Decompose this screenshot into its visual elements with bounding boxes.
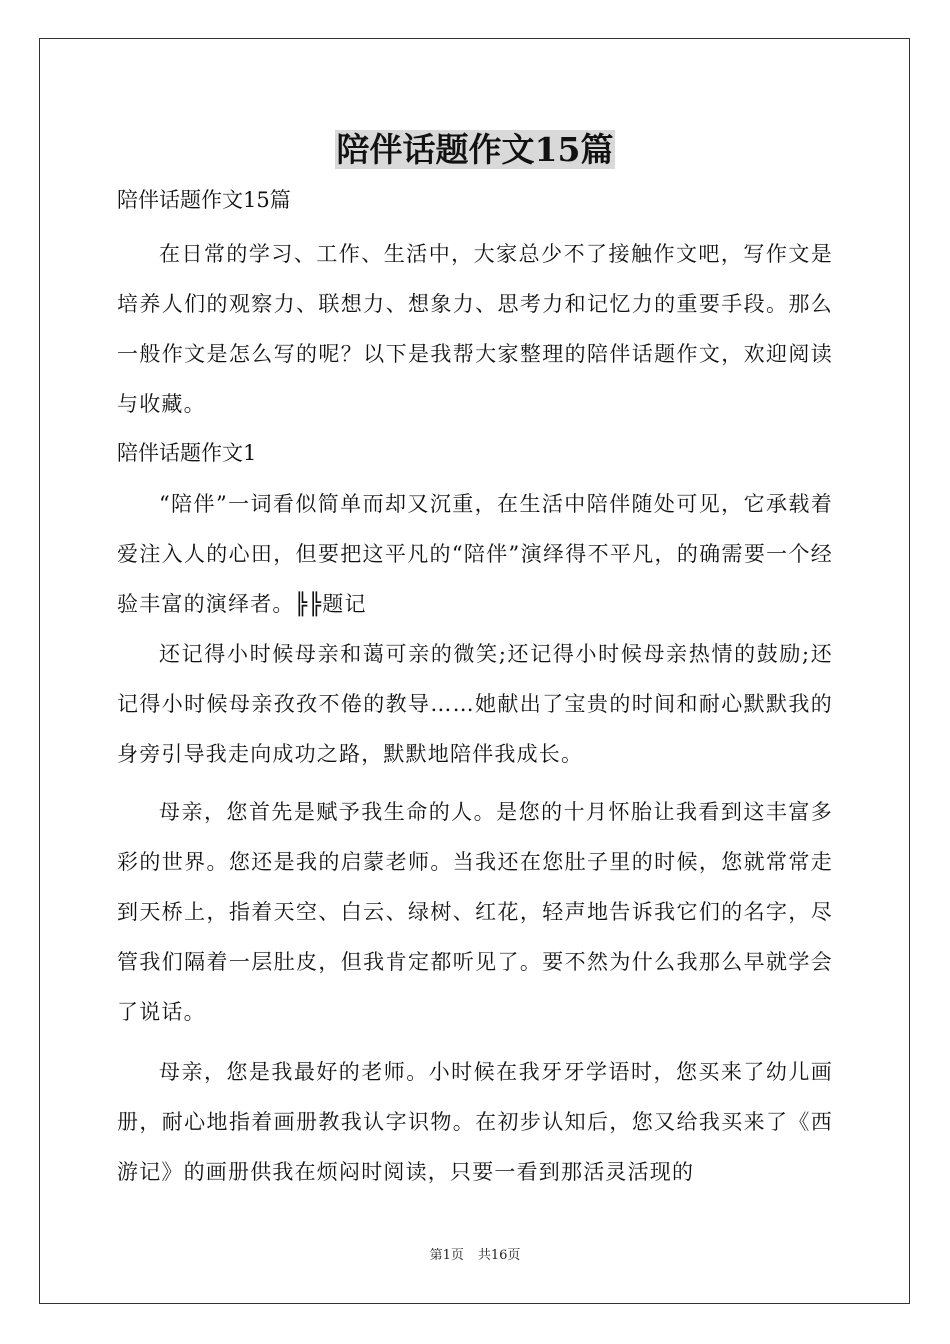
page-number: 第1页 [429,1248,464,1263]
body-paragraph-epigraph: “陪伴”一词看似简单而却又沉重，在生活中陪伴随处可见，它承载着爱注入人的心田，但要把这平凡的“陪伴”演绎得不平凡，的确需要一个经验丰富的演绎者。╠╠题记 [117,492,833,616]
document-title [0,128,950,172]
body-paragraph: 母亲，您首先是赋予我生命的人。是您的十月怀胎让我看到这丰富多彩的世界。您还是我的启蒙老师。当我还在您肚子里的时候，您就常常走到天桥上，指着天空、白云、绿树、红花，轻声地告诉我它们的名字，尽管我们隔着一层肚皮，但我肯定都听见了。要不然为什么我那么早就学会了说话。 [117,800,833,1024]
page-total: 共16页 [477,1248,521,1263]
document-subtitle: 陪伴话题作文15篇 [117,188,291,212]
page-footer [0,1247,950,1265]
section-heading: 陪伴话题作文1 [117,441,257,465]
intro-paragraph: 在日常的学习、工作、生活中，大家总少不了接触作文吧，写作文是培养人们的观察力、联想力、想象力、思考力和记忆力的重要手段。那么一般作文是怎么写的呢？以下是我帮大家整理的陪伴话题作文，欢迎阅读与收藏。 [117,242,833,416]
document-title-text: 陪伴话题作文15篇 [336,130,614,169]
body-paragraph: 母亲，您是我最好的老师。小时候在我牙牙学语时，您买来了幼儿画册，耐心地指着画册教我认字识物。在初步认知后，您又给我买来了《西游记》的画册供我在烦闷时阅读，只要一看到那活灵活现的 [117,1060,833,1184]
body-paragraph: 还记得小时候母亲和蔼可亲的微笑;还记得小时候母亲热情的鼓励;还记得小时候母亲孜孜不倦的教导……她献出了宝贵的时间和耐心默默我的身旁引导我走向成功之路，默默地陪伴我成长。 [117,642,833,766]
document-body [117,178,833,1197]
